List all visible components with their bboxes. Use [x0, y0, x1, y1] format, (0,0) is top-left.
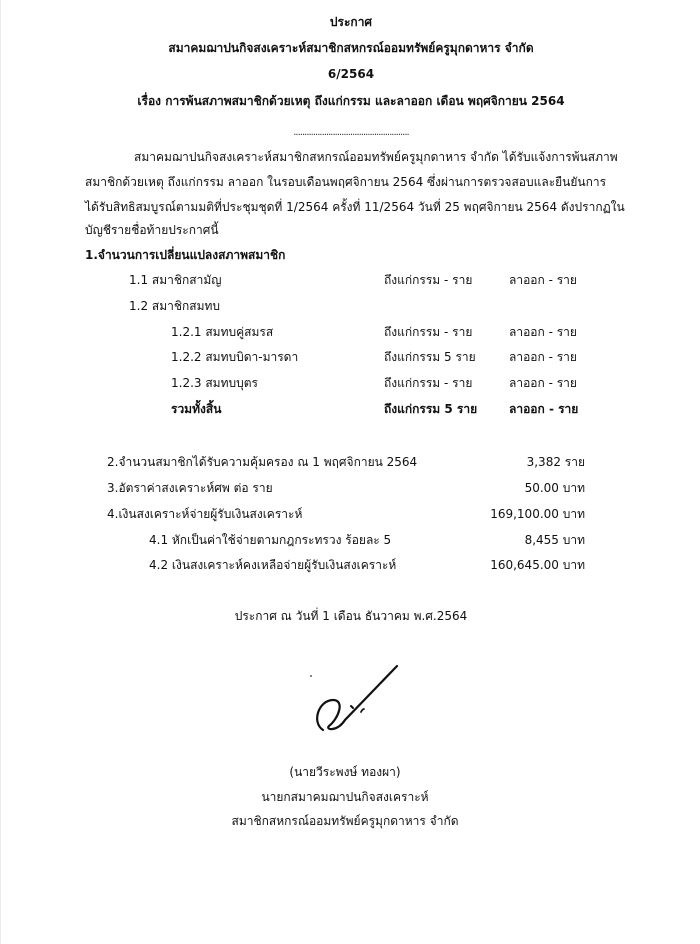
row-deceased: ถึงแก่กรรม 5 ราย	[384, 350, 476, 364]
separator-dots: .....................................................	[293, 127, 409, 138]
summary-label: 3.อัตราค่าสงเคราะห์ศพ ต่อ ราย	[107, 481, 273, 495]
row-deceased: ถึงแก่กรรม - ราย	[384, 273, 473, 287]
row-resigned: ลาออก - ราย	[509, 325, 577, 339]
signer-title-line-1: นายกสมาคมฌาปนกิจสงเคราะห์	[261, 790, 429, 804]
doc-title: ประกาศ	[329, 15, 373, 29]
total-label: รวมทั้งสิ้น	[171, 402, 222, 416]
summary-label: 2.จำนวนสมาชิกได้รับความคุ้มครอง ณ 1 พฤศจิกายน 2564	[107, 455, 418, 469]
signer-name: (นายวีระพงษ์ ทองผา)	[289, 765, 401, 779]
summary-value: 160,645.00 บาท	[490, 558, 585, 572]
subject-line: เรื่อง การพ้นสภาพสมาชิกด้วยเหตุ ถึงแก่กรรม และลาออก เดือน พฤศจิกายน 2564	[137, 94, 565, 108]
summary-value: 8,455 บาท	[524, 533, 585, 547]
summary-value: 3,382 ราย	[526, 455, 585, 469]
row-label: 1.2.2 สมทบบิดา-มารดา	[171, 350, 299, 364]
announcement-number: 6/2564	[327, 67, 375, 81]
body-paragraph-line-1: สมาคมฌาปนกิจสงเคราะห์สมาชิกสหกรณ์ออมทรัพย์ครูมุกดาหาร จำกัด ได้รับแจ้งการพ้นสภาพ	[134, 150, 618, 164]
row-resigned: ลาออก - ราย	[509, 350, 577, 364]
summary-label: 4.เงินสงเคราะห์จ่ายผู้รับเงินสงเคราะห์	[107, 507, 303, 521]
row-label: 1.2 สมาชิกสมทบ	[129, 299, 221, 313]
summary-label: 4.2 เงินสงเคราะห์คงเหลือจ่ายผู้รับเงินสงเคราะห์	[149, 558, 397, 572]
row-resigned: ลาออก - ราย	[509, 376, 577, 390]
row-resigned: ลาออก - ราย	[509, 273, 577, 287]
body-paragraph-line-4: บัญชีรายชื่อท้ายประกาศนี้	[85, 223, 219, 237]
section1-heading: 1.จำนวนการเปลี่ยนแปลงสภาพสมาชิก	[85, 248, 286, 262]
row-label: 1.2.3 สมทบบุตร	[171, 376, 258, 390]
row-deceased: ถึงแก่กรรม - ราย	[384, 376, 473, 390]
body-paragraph-line-3: ได้รับสิทธิสมบูรณ์ตามมติที่ประชุมชุดที่ 1/2564 ครั้งที่ 11/2564 วันที่ 25 พฤศจิกายน 2564 ดังปรากฏใน	[85, 200, 625, 214]
signature-image	[301, 660, 421, 740]
summary-label: 4.1 หักเป็นค่าใช้จ่ายตามกฎกระทรวง ร้อยละ 5	[149, 533, 392, 547]
summary-value: 50.00 บาท	[524, 481, 585, 495]
signer-title-line-2: สมาชิกสหกรณ์ออมทรัพย์ครูมุกดาหาร จำกัด	[231, 814, 459, 828]
row-deceased: ถึงแก่กรรม - ราย	[384, 325, 473, 339]
body-paragraph-line-2: สมาชิกด้วยเหตุ ถึงแก่กรรม ลาออก ในรอบเดือนพฤศจิกายน 2564 ซึ่งผ่านการตรวจสอบและยืนยันการ	[85, 175, 607, 189]
total-deceased: ถึงแก่กรรม 5 ราย	[384, 402, 478, 416]
row-label: 1.1 สมาชิกสามัญ	[129, 273, 222, 287]
organization-name: สมาคมฌาปนกิจสงเคราะห์สมาชิกสหกรณ์ออมทรัพย์ครูมุกดาหาร จำกัด	[168, 41, 534, 55]
total-resigned: ลาออก - ราย	[509, 402, 579, 416]
summary-value: 169,100.00 บาท	[490, 507, 585, 521]
announce-date: ประกาศ ณ วันที่ 1 เดือน ธันวาคม พ.ศ.2564	[234, 609, 468, 623]
row-label: 1.2.1 สมทบคู่สมรส	[171, 325, 274, 339]
